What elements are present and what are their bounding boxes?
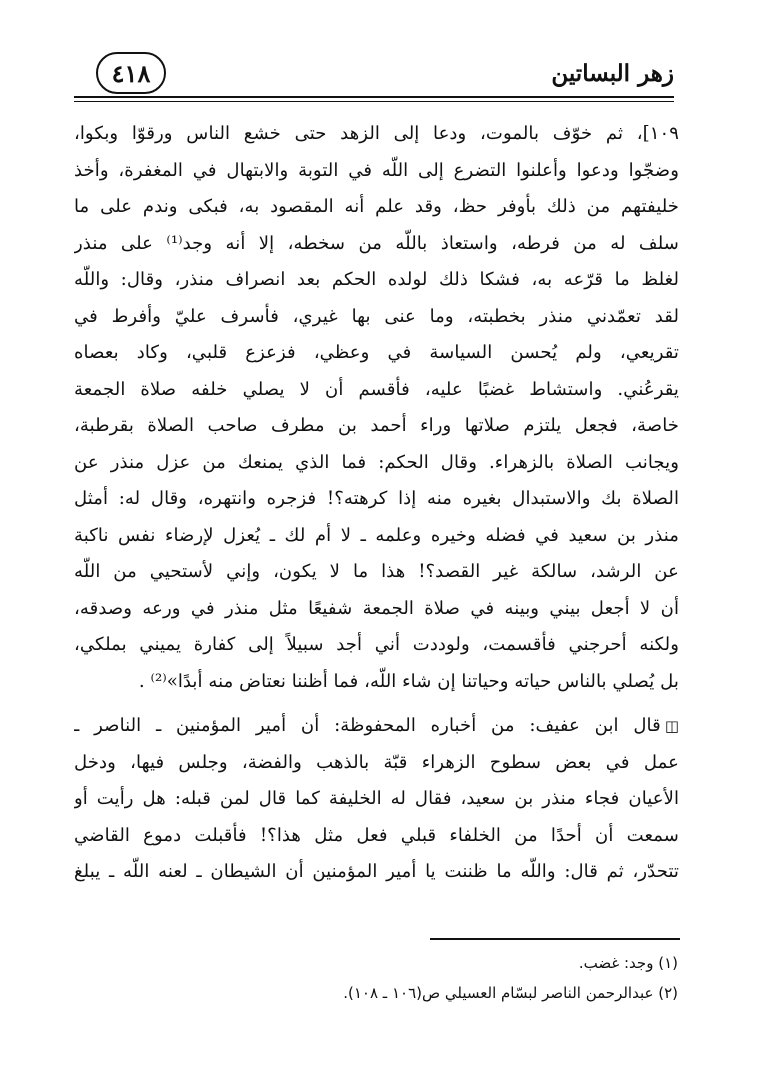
page-number: ٤١٨ — [96, 52, 166, 94]
text-line: خليفتهم من ذلك بأوفر حظ، وقد علم أنه المقصود به، فبكى وندم على ما — [74, 196, 679, 217]
paragraph-1 — [74, 116, 679, 700]
text-line — [74, 708, 679, 745]
text-line: لقد تعمّدني منذر بخطبته، وما عنى بها غيري، فأسرف عليّ وأفرط في — [74, 305, 679, 327]
text-line: سلف له من فرطه، واستعاذ باللّه من سخطه، إلا أنه وجد⁽¹⁾ على منذر — [74, 232, 679, 254]
text-line: ولكنه أحرجني فأقسمت، ولوددت أني أجد سبيلاً إلى كفارة يميني بملكي، — [74, 634, 679, 655]
text-line: أن لا أجعل بيني وبينه في صلاة الجمعة شفيعًا مثل منذر في ورعه وصدقه، — [74, 597, 679, 619]
footnote: (١) وجد: غضب. — [578, 954, 678, 972]
text-line: الأعيان فجاء منذر بن سعيد، فقال له الخليفة كما قال لمن قبله: هل رأيت أو — [74, 788, 679, 809]
header-rule — [74, 96, 674, 98]
footnotes — [240, 948, 678, 1008]
text-line: بل يُصلي بالناس حياته وحياتنا إن شاء اللّه، فما أظننا نعتاض منه أبدًا»⁽²⁾ . — [138, 670, 679, 692]
footnote-rule — [430, 938, 680, 940]
paragraph-2 — [74, 708, 679, 891]
header-rule-thin — [74, 101, 674, 102]
text-line: يقرعُني. واستشاط غضبًا عليه، فأقسم أن لا يصلي خلفه صلاة الجمعة — [74, 378, 679, 400]
text-line: ١٠٩]، ثم خوّف بالموت، ودعا إلى الزهد حتى خشع الناس ورقوّا وبكوا، — [74, 123, 679, 144]
page-header — [74, 52, 674, 100]
footnote: (٢) عبدالرحمن الناصر لبسّام العسيلي ص(١٠٦ ـ ١٠٨). — [343, 984, 678, 1002]
text-line: تقريعي، ولم يُحسن السياسة في وعظي، فزعزع قلبي، وكاد بعصاه — [74, 342, 679, 363]
text-line: عن الرشد، سالكة غير القصد؟! هذا ما لا يكون، وإني لأستحيي من اللّه — [74, 561, 679, 582]
text-line: الصلاة بك والاستبدال بغيره منه إذا كرهته؟! فزجره وانتهره، وقال له: أمثل — [74, 488, 679, 509]
text-line: سمعت أن أحدًا من الخلفاء قبلي فعل مثل هذا؟! فأقبلت دموع القاضي — [74, 824, 679, 846]
text-line: ويجانب الصلاة بالزهراء. وقال الحكم: فما الذي يمنعك من عزل منذر عن — [74, 451, 679, 473]
text-line: وضجّوا ودعوا وأعلنوا التضرع إلى اللّه في التوبة والابتهال في المغفرة، وأخذ — [74, 159, 679, 181]
text-line: خاصة، فجعل يلتزم صلاتها وراء أحمد بن مطرف صاحب الصلاة بقرطبة، — [74, 415, 679, 436]
text-line: لغلظ ما قرّعه به، فشكا ذلك لولده الحكم بعد انصراف منذر، وقال: واللّه — [74, 269, 679, 290]
paragraph-marker-icon: ◫ — [664, 717, 679, 735]
body-text — [74, 116, 679, 891]
text-line-content: قال ابن عفيف: من أخباره المحفوظة: أن أمير المؤمنين ـ الناصر ـ — [74, 715, 661, 736]
text-line: تتحدّر، ثم قال: واللّه ما ظننت يا أمير المؤمنين أن الشيطان ـ لعنه اللّه ـ يبلغ — [74, 861, 679, 882]
running-title: زهر البساتين — [551, 60, 674, 87]
text-line: عمل في بعض سطوح الزهراء قبّة بالذهب والفضة، وجلس فيها، ودخل — [74, 751, 679, 773]
text-line: منذر بن سعيد في فضله وخيره وعلمه ـ لا أم لك ـ يُعزل لإرضاء نفس ناكبة — [74, 524, 679, 546]
